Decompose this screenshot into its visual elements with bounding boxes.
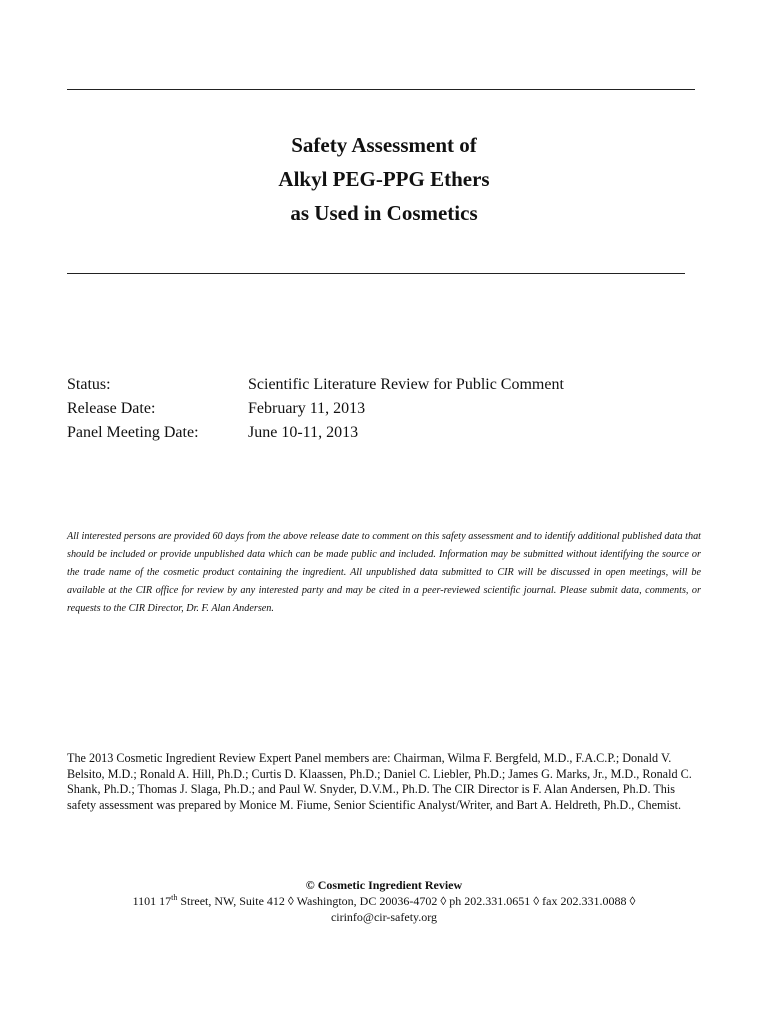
panel-meeting-row	[67, 421, 564, 445]
footer-address	[0, 893, 768, 909]
footer-email: cirinfo@cir-safety.org	[330, 910, 438, 924]
top-rule	[67, 89, 695, 90]
title-line-2: Alkyl PEG-PPG Ethers	[278, 167, 490, 191]
address-ordinal-suffix: th	[171, 893, 178, 902]
footer-organization: © Cosmetic Ingredient Review	[305, 878, 463, 892]
release-date-row	[67, 397, 564, 421]
panel-meeting-label: Panel Meeting Date:	[67, 424, 199, 441]
footer	[0, 877, 768, 925]
panel-meeting-value: June 10-11, 2013	[248, 424, 359, 441]
expert-panel-paragraph: The 2013 Cosmetic Ingredient Review Expert Panel members are: Chairman, Wilma F. Bergfeld, M.D., F.A.C.P.; Donald V. Belsito, M.D.; Ronald A. Hill, Ph.D.; Curtis D. Klaassen, Ph.D.; Daniel C. Liebler, Ph.D.; James G. Marks, Jr., M.D., Ronald C. Shank, Ph.D.; Thomas J. Slaga, Ph.D.; and Paul W. Snyder, D.V.M., Ph.D. The CIR Director is F. Alan Andersen, Ph.D. This safety assessment was prepared by Monice M. Fiume, Senior Scientific Analyst/Writer, and Bart A. Heldreth, Ph.D., Chemist.	[67, 751, 692, 812]
address-rest: Street, NW, Suite 412 ◊ Washington, DC 20036-4702 ◊ ph 202.331.0651 ◊ fax 202.331.0088 ◊	[177, 894, 636, 908]
status-row	[67, 373, 564, 397]
title-line-1: Safety Assessment of	[291, 133, 477, 157]
status-label: Status:	[67, 376, 111, 393]
document-metadata	[67, 373, 564, 445]
document-title	[0, 128, 768, 230]
public-comment-notice: All interested persons are provided 60 days from the above release date to comment on this safety assessment and to identify additional published data that should be included or provide unpublished data which can be made public and included. Information may be submitted without identifying the source or the trade name of the cosmetic product containing the ingredient. All unpublished data submitted to CIR will be discussed in open meetings, will be available at the CIR office for review by any interested party and may be cited in a peer-reviewed scientific journal. Please submit data, comments, or requests to the CIR Director, Dr. F. Alan Andersen.	[67, 531, 701, 614]
title-line-3: as Used in Cosmetics	[290, 201, 478, 225]
address-street-number: 1101 17	[132, 894, 172, 908]
release-date-value: February 11, 2013	[248, 400, 366, 417]
release-date-label: Release Date:	[67, 400, 156, 417]
bottom-rule	[67, 273, 685, 274]
status-value: Scientific Literature Review for Public Comment	[248, 376, 564, 393]
